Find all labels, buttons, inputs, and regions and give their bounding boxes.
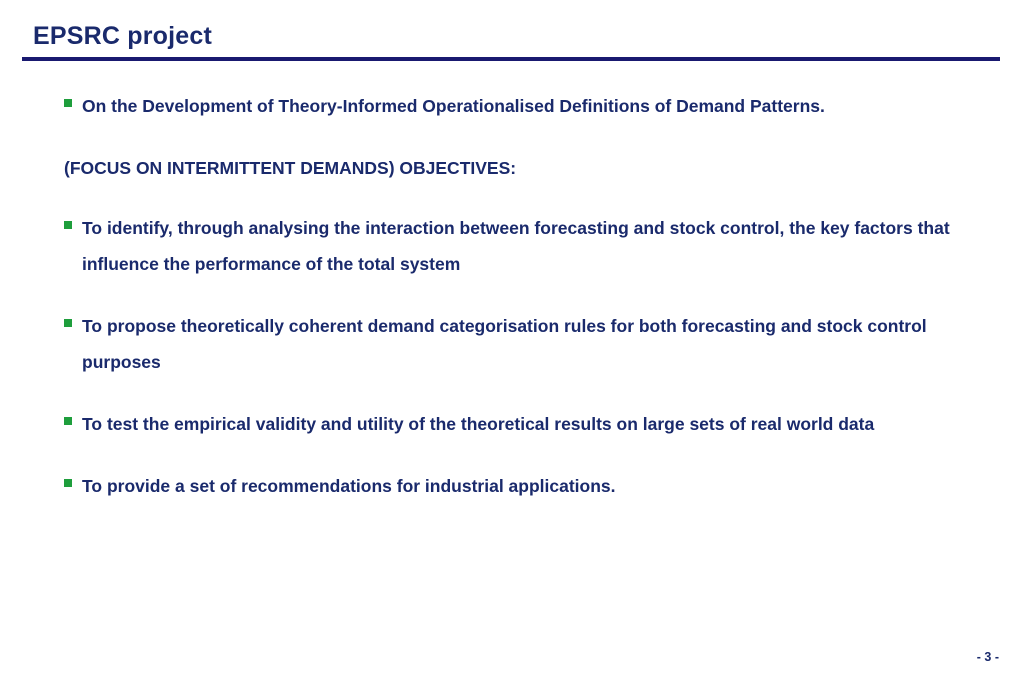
page-number: - 3 - <box>976 650 999 664</box>
bullet-text: To identify, through analysing the interaction between forecasting and stock control, the key factors that influence the performance of the total system <box>82 218 950 274</box>
bullet-item <box>64 308 964 380</box>
bullet-text: To propose theoretically coherent demand categorisation rules for both forecasting and stock control purposes <box>82 316 927 372</box>
square-bullet-icon <box>64 319 72 327</box>
page-title: EPSRC project <box>33 22 213 50</box>
slide-body <box>64 88 964 530</box>
square-bullet-icon <box>64 417 72 425</box>
objectives-heading <box>64 150 964 186</box>
bullet-item <box>64 468 964 504</box>
bullet-text: To provide a set of recommendations for industrial applications. <box>82 476 616 496</box>
square-bullet-icon <box>64 479 72 487</box>
objectives-heading-text: (FOCUS ON INTERMITTENT DEMANDS) OBJECTIVES: <box>64 158 517 178</box>
bullet-item <box>64 88 964 124</box>
bullet-text: To test the empirical validity and utility of the theoretical results on large sets of real world data <box>82 414 875 434</box>
square-bullet-icon <box>64 99 72 107</box>
bullet-item <box>64 210 964 282</box>
bullet-item <box>64 406 964 442</box>
bullet-text: On the Development of Theory-Informed Operationalised Definitions of Demand Patterns. <box>82 96 825 116</box>
square-bullet-icon <box>64 221 72 229</box>
title-divider <box>22 57 1000 61</box>
